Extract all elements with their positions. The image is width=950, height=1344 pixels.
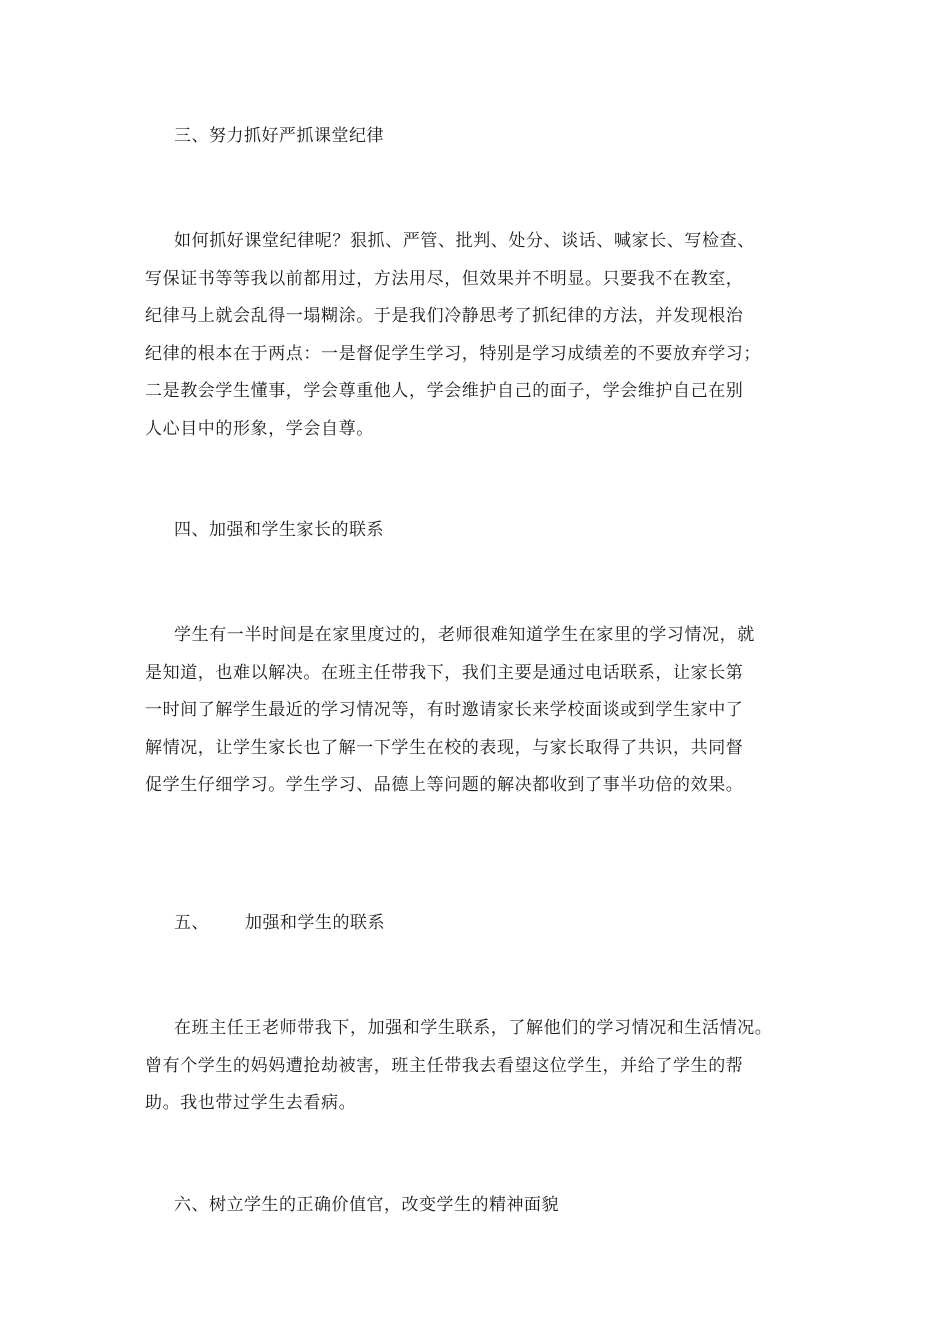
paragraph-line: 纪律马上就会乱得一塌糊涂。于是我们冷静思考了抓纪律的方法，并发现根治 [145, 306, 744, 327]
section-title: 加强和学生的联系 [245, 913, 385, 933]
section-number: 五、 [174, 913, 209, 933]
section-heading-3: 三、努力抓好严抓课堂纪律 [174, 126, 384, 146]
paragraph-line: 写保证书等等我以前都用过，方法用尽，但效果并不明显。只要我不在教室， [145, 268, 744, 289]
paragraph-line: 促学生仔细学习。学生学习、品德上等问题的解决都收到了事半功倍的效果。 [145, 775, 744, 796]
section-heading-5 [174, 911, 385, 935]
paragraph-line: 学生有一半时间是在家里度过的，老师很难知道学生在家里的学习情况，就 [174, 625, 755, 645]
paragraph-line: 是知道，也难以解决。在班主任带我下，我们主要是通过电话联系，让家长第 [145, 662, 744, 683]
paragraph-line: 二是教会学生懂事，学会尊重他人，学会维护自己的面子，学会维护自己在别 [145, 381, 744, 402]
section-heading-4: 四、加强和学生家长的联系 [174, 520, 384, 540]
paragraph-line: 曾有个学生的妈妈遭抢劫被害，班主任带我去看望这位学生，并给了学生的帮 [145, 1055, 744, 1076]
section-heading-6: 六、树立学生的正确价值官，改变学生的精神面貌 [174, 1195, 559, 1215]
section-paragraph-3 [145, 223, 815, 449]
paragraph-line: 如何抓好课堂纪律呢？狠抓、严管、批判、处分、谈话、喊家长、写检查、 [174, 231, 755, 251]
section-paragraph-4 [145, 617, 815, 805]
paragraph-line: 纪律的根本在于两点：一是督促学生学习，特别是学习成绩差的不要放弃学习； [145, 343, 761, 364]
paragraph-line: 在班主任王老师带我下，加强和学生联系，了解他们的学习情况和生活情况。 [174, 1018, 773, 1038]
section-paragraph-5 [145, 1010, 815, 1123]
paragraph-line: 解情况，让学生家长也了解一下学生在校的表现，与家长取得了共识，共同督 [145, 737, 744, 758]
paragraph-line: 助。我也带过学生去看病。 [145, 1093, 357, 1114]
paragraph-line: 一时间了解学生最近的学习情况等，有时邀请家长来学校面谈或到学生家中了 [145, 700, 744, 721]
paragraph-line: 人心目中的形象，学会自尊。 [145, 418, 374, 439]
